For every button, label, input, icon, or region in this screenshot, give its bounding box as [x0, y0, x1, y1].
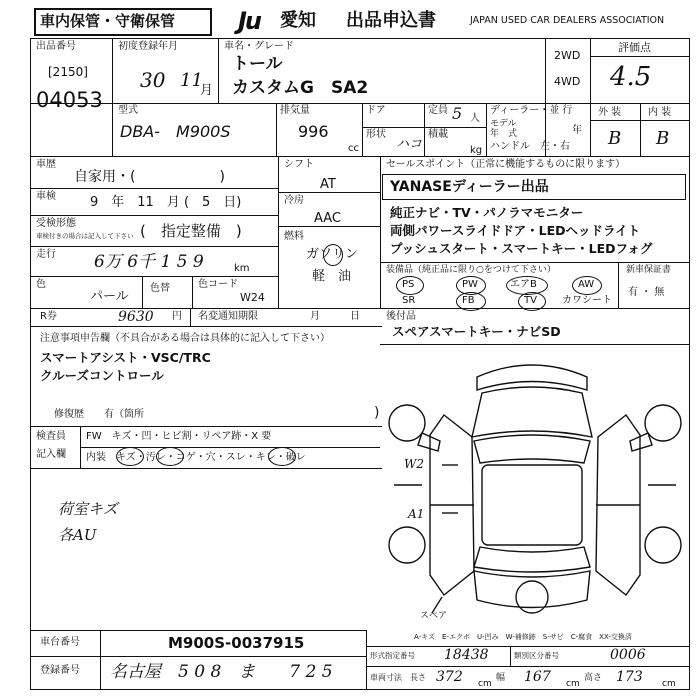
repair-close: ): [374, 405, 380, 421]
rating-label: 評価点: [618, 41, 651, 54]
model-year-label: モデル 年 式: [490, 119, 518, 139]
lot-number-label: 出品番号: [36, 41, 76, 52]
history-label: 車歴: [36, 159, 56, 170]
reception-note: 車検付きの場合は記入して下さい: [36, 232, 134, 240]
mileage-unit: km: [234, 263, 250, 274]
plate-number: 名古屋 5 0 8 ま 7 2 5: [110, 662, 333, 682]
history-value: 自家用・( ): [74, 169, 225, 185]
length-unit: cm: [478, 679, 492, 689]
fuel-diesel: 軽 油: [312, 269, 352, 284]
cooling: AAC: [314, 211, 341, 226]
width-unit: cm: [566, 679, 580, 689]
equip-sr: SR: [402, 295, 416, 306]
chassis-label: 車台番号: [40, 637, 80, 648]
fuel-gasoline: ガソリン: [306, 247, 359, 262]
capacity-unit: 人: [470, 113, 480, 124]
cooling-label: 冷房: [284, 195, 304, 206]
storage-stamp: 車内保管・守衛保管: [40, 12, 176, 30]
sales-point-4: プッシュスタート・スマートキー・LEDフォグ: [390, 241, 653, 256]
load-label: 積載: [428, 129, 448, 140]
circle-tv: [518, 292, 546, 311]
color-label: 色: [36, 279, 46, 290]
equip-tv: TV: [524, 295, 537, 306]
circle-fb: [456, 292, 486, 311]
sales-point-3: 両側パワースライドドア・LEDヘッドライト: [390, 223, 641, 238]
circle-ps: [396, 276, 424, 295]
logo-region: 愛知: [280, 10, 316, 31]
handle-label: ハンドル 左・右: [490, 141, 570, 152]
damage-mark-a1: A1: [408, 507, 425, 521]
width-label: 幅: [496, 673, 506, 683]
lot-sub-number: [2150]: [48, 65, 88, 79]
interior-label: 内 装: [648, 107, 672, 118]
mileage-label: 走行: [36, 249, 56, 260]
lot-number: 04053: [36, 88, 103, 112]
recycle-label: R券: [40, 311, 57, 322]
dealer-label: ディーラー・並 行: [490, 105, 573, 116]
warranty-label: 新車保証書: [626, 265, 672, 275]
damage-mark-w2: W2: [404, 457, 424, 471]
height-label: 高さ: [584, 673, 603, 683]
drive-4wd: 4WD: [554, 75, 581, 88]
car-damage-diagram: [382, 345, 688, 625]
car-grade: カスタムG SA2: [232, 78, 369, 98]
inspection-expiry: 9 年 11 月 ( 5 日): [90, 195, 242, 210]
model-code: DBA- M900S: [120, 122, 231, 141]
document-title: 出品申込書: [346, 10, 436, 31]
accessories-label: 後付品: [386, 311, 416, 322]
notes-label: 注意事項申告欄（不具合がある場合は具体的に記入して下さい）: [40, 333, 330, 344]
warranty-value: 有 ・ 無: [628, 287, 665, 298]
body-shape: ハコ: [396, 137, 423, 152]
length: 372: [436, 669, 463, 685]
equip-aw: AW: [578, 279, 595, 290]
class-number-label: 類別区分番号: [514, 651, 559, 660]
inspector-label: 検査員: [36, 431, 66, 442]
circle-aw: [572, 276, 602, 295]
displacement-label: 排気量: [280, 105, 310, 116]
handwritten-note-2: 各AU: [58, 526, 97, 544]
color-code-label: 色コード: [198, 279, 238, 290]
width: 167: [524, 669, 551, 685]
association-title: JAPAN USED CAR DEALERS ASSOCIATION: [470, 15, 665, 26]
circle-yogore: [156, 447, 184, 466]
registration-year: 30: [140, 68, 166, 92]
year-unit: 年: [572, 125, 582, 136]
note-line-1: スマートアシスト・VSC/TRC: [40, 350, 211, 365]
sales-points-label: セールスポイント（正常に機能するものに限ります）: [386, 159, 626, 170]
fuel-circle-mark: [323, 244, 343, 266]
note-line-2: クルーズコントロール: [40, 368, 164, 383]
exterior-grade: B: [608, 128, 622, 149]
shape-label: 形状: [366, 129, 386, 140]
color-code: W24: [240, 291, 265, 304]
height-unit: cm: [662, 679, 676, 689]
color-change-label: 色替: [150, 283, 170, 294]
handwritten-note-1: 荷室キズ: [58, 500, 118, 518]
notify-value: 月 日: [310, 311, 360, 322]
equip-fb: FB: [462, 295, 475, 306]
color: パール: [90, 289, 129, 304]
inspector-entry-label: 記入欄: [36, 449, 66, 460]
height: 173: [616, 669, 643, 685]
capacity-label: 定員: [428, 105, 448, 116]
registration-month: 11: [180, 70, 203, 91]
cc-unit: cc: [348, 143, 359, 154]
sales-point-1: YANASEディーラー出品: [390, 179, 549, 195]
class-number: 0006: [610, 647, 646, 663]
mileage: 6万 6千 1 5 9: [94, 252, 204, 272]
equipment-label: 装備品（純正品に限り○をつけて下さい）: [386, 265, 556, 275]
chassis-number: M900S-0037915: [168, 634, 305, 652]
spare-tire-label: スペア: [420, 611, 448, 621]
fuel-label: 燃料: [284, 231, 304, 242]
accessories-value: スペアスマートキー・ナビSD: [392, 324, 561, 339]
exterior-label: 外 装: [598, 107, 622, 118]
load-unit: kg: [470, 145, 483, 156]
shift: AT: [320, 177, 336, 192]
model-code-label: 型式: [118, 105, 138, 116]
car-name: トール: [232, 54, 283, 74]
circle-kizu: [116, 447, 144, 466]
interior-grade: B: [656, 128, 670, 149]
plate-label: 登録番号: [40, 665, 80, 676]
equip-pw: PW: [462, 279, 478, 290]
damage-legend: A-キズ E-エクボ U-凹み W-補修跡 S-サビ C-腐食 XX-交換済: [414, 633, 632, 641]
reception-type: ( 指定整備 ): [140, 222, 242, 240]
first-registration-label: 初度登録年月: [118, 41, 178, 52]
recycle-fee: 9630: [118, 309, 154, 325]
doors-label: ドア: [366, 105, 386, 116]
recycle-unit: 円: [172, 311, 182, 322]
notify-label: 名変通知期限: [198, 311, 258, 322]
fw-legend: FW キズ・凹・ヒビ割・リペア跡・X 要: [86, 431, 272, 442]
dimensions-label: 車両寸法 長さ: [370, 673, 426, 682]
equip-leather-seat: カワシート: [562, 295, 612, 306]
capacity: 5: [452, 104, 463, 123]
sales-point-2: 純正ナビ・TV・パノラマモニター: [390, 205, 584, 220]
rating-score: 4.5: [610, 62, 652, 92]
circle-sure: [268, 447, 296, 466]
shift-label: シフト: [284, 159, 314, 170]
displacement: 996: [298, 122, 329, 141]
type-number: 18438: [444, 647, 489, 663]
ju-logo: Ju: [238, 7, 261, 35]
car-name-label: 車名・グレード: [224, 41, 294, 52]
equip-ps: PS: [402, 279, 415, 290]
interior-legend: 内装 キズ・汚レ・コゲ・穴・スレ・キレ・破レ: [86, 452, 306, 463]
repair-history: 修復歴 有（箇所: [54, 409, 144, 420]
drive-2wd: 2WD: [554, 49, 581, 62]
type-number-label: 形式指定番号: [370, 651, 415, 660]
month-unit: 月: [200, 83, 214, 98]
inspection-label: 車検: [36, 191, 56, 202]
equip-airbag: エアB: [510, 279, 537, 290]
reception-label: 受検形態: [36, 218, 76, 229]
